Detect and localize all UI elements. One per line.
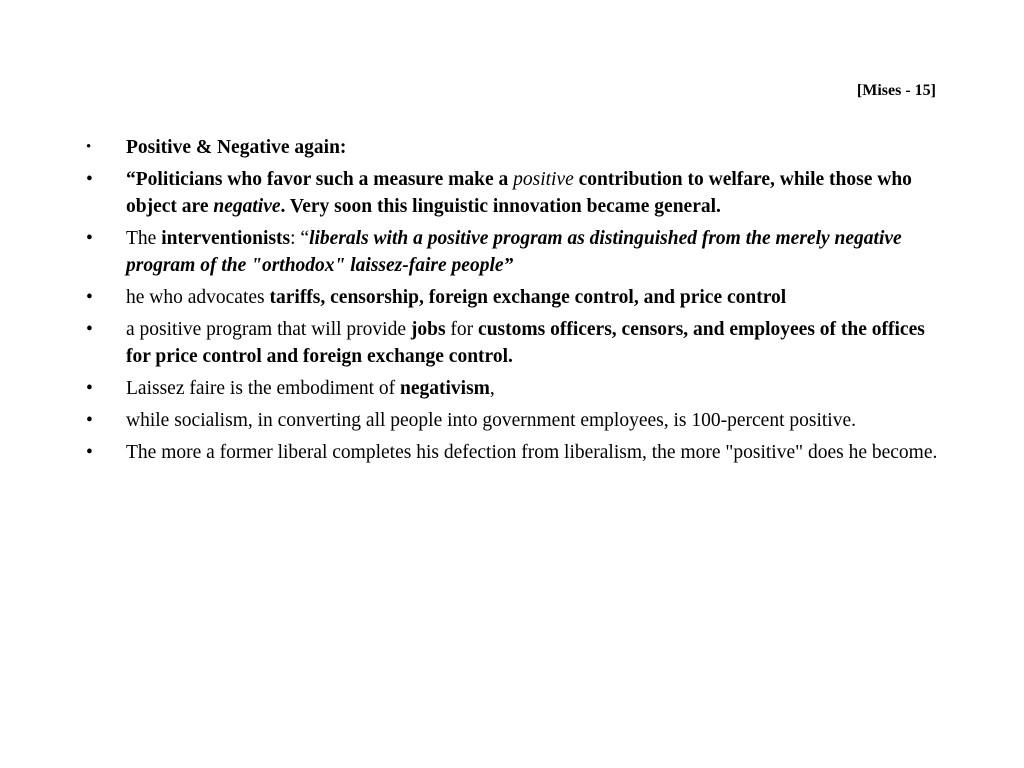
bullet-text <box>126 287 786 308</box>
bullet-text <box>126 442 937 463</box>
text-segment: . Very soon this linguistic innovation became general. <box>280 196 721 217</box>
bullet-dot: • <box>86 378 93 399</box>
bullet-text <box>126 169 912 217</box>
bullet-dot: • <box>86 287 93 308</box>
text-segment: : “ <box>290 228 310 249</box>
bullet-dot: • <box>86 139 92 155</box>
text-segment: jobs <box>410 319 446 340</box>
bullet-item <box>86 375 946 402</box>
text-segment: negative <box>213 196 281 217</box>
text-segment: , <box>489 378 495 399</box>
text-segment: Positive & Negative again: <box>126 137 347 158</box>
bullet-item <box>86 407 946 434</box>
bullet-text <box>126 137 346 158</box>
text-segment: interventionists <box>161 228 291 249</box>
bullet-dot: • <box>86 169 93 190</box>
bullet-dot: • <box>86 319 93 340</box>
bullet-item <box>86 316 946 370</box>
bullet-dot: • <box>86 442 93 463</box>
bullet-item <box>86 166 946 220</box>
text-segment: while socialism, in converting all people into government employees, is 100-percent positive. <box>126 410 856 431</box>
bullet-text <box>126 378 495 399</box>
bullet-item <box>86 284 946 311</box>
bullet-text <box>126 410 856 431</box>
text-segment: a positive program that will provide <box>126 319 411 340</box>
text-segment: liberals with a positive program as distinguished from the merely negative program of the "orthodox" laissez-faire people” <box>126 228 902 276</box>
bullet-item <box>86 134 946 161</box>
text-segment: The more a former liberal completes his defection from liberalism, the more "positive" does he become. <box>126 442 938 463</box>
bullet-item <box>86 225 946 279</box>
text-segment: contribution to welfare, while those who object are <box>126 169 912 217</box>
slide-reference: [Mises - 15] <box>856 82 936 99</box>
text-segment: positive <box>513 169 574 190</box>
text-segment: The <box>126 228 162 249</box>
text-segment: for <box>445 319 479 340</box>
bullet-text <box>126 228 902 276</box>
bullet-item <box>86 439 946 466</box>
text-segment: “Politicians who favor such a measure make a <box>126 169 514 190</box>
bullet-dot: • <box>86 228 93 249</box>
text-segment: he who advocates <box>126 287 270 308</box>
bullet-text <box>126 319 925 367</box>
text-segment: customs officers, censors, and employees of the offices for price control and foreign exchange control. <box>126 319 925 367</box>
bullet-list <box>86 134 946 471</box>
bullet-dot: • <box>86 410 93 431</box>
text-segment: tariffs, censorship, foreign exchange control, and price control <box>269 287 787 308</box>
text-segment: negativism <box>400 378 490 399</box>
text-segment: Laissez faire is the embodiment of <box>126 378 400 399</box>
